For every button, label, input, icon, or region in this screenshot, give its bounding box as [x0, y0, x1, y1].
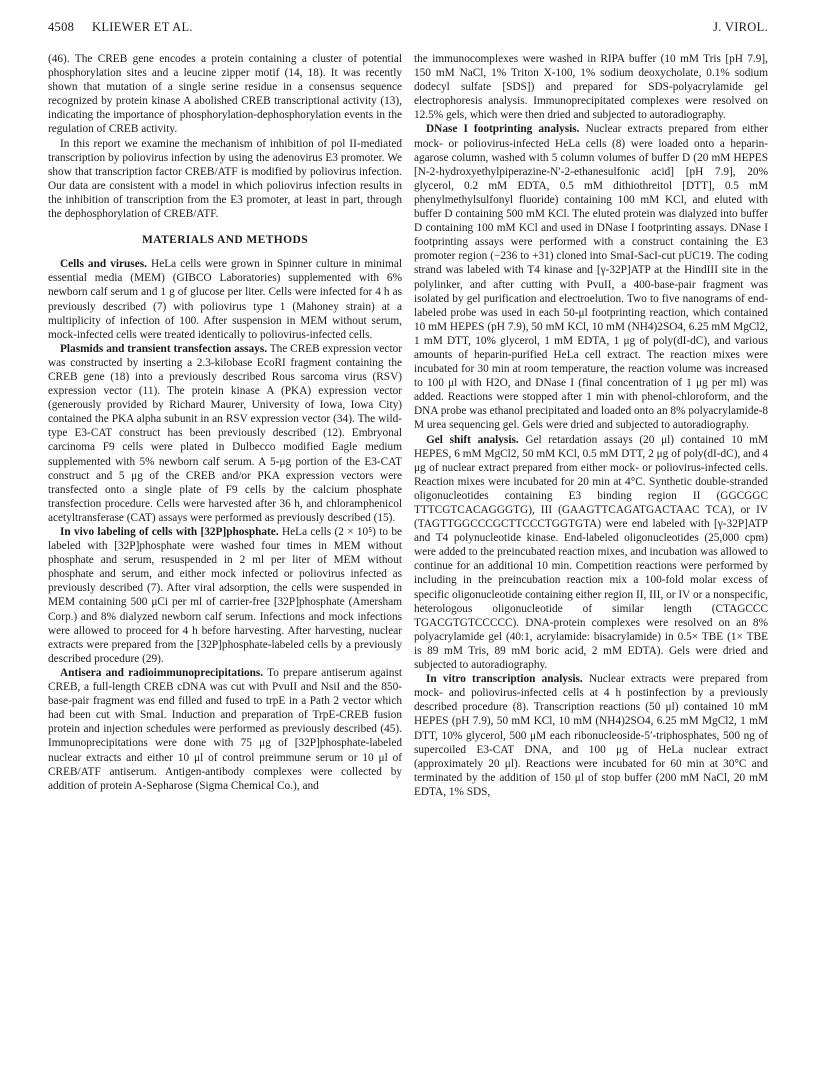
left-column	[48, 52, 402, 793]
running-header	[48, 20, 768, 38]
plasmids-paragraph	[48, 342, 402, 525]
running-authors: KLIEWER ET AL.	[92, 20, 193, 34]
section-title-materials-methods: MATERIALS AND METHODS	[141, 234, 308, 247]
journal-name: J. VIROL.	[713, 20, 768, 34]
invitro-paragraph	[414, 672, 768, 799]
plasmids-heading: Plasmids and transient transfection assays.	[60, 342, 268, 355]
gel-shift-text: Gel retardation assays (20 μl) contained 10 mM HEPES, 6 mM MgCl2, 50 mM KCl, 0.5 mM DTT, 2 μg of poly(dI-dC), and 4 μg of nuclear extract prepared from either mock- or poliovirus-infected cells. Reaction mixes were incubated for 20 min at 4°C. Synthetic double-stranded oligonucleotides containing E3 binding region II (GGCGGC TTTCGTCACAGGGTG), III (GAAGTTCAGATGACTAAC TCA), or IV (TAGTTGGCCCGCTTCCCTGGTGTA) were end labeled with [γ-32P]ATP and T4 polynucleotide kinase. End-labeled oligonucleotides (25,000 cpm) were added to the preincubated reaction mixes, and incubation was allowed to continue for an additional 10 min. Competition reactions were performed by including in the preincubation reaction mix a 100-fold molar excess of specific oligonucleotide containing either region II, III, or IV or a nonspecific, heterologous oligonucleotide of similar length (CTAGCCC TGACGTGTCCCCC). DNA-protein complexes were resolved on an 8% polyacrylamide gel (40:1, acrylamide: bisacrylamide) in 0.5× TBE (1× TBE is 89 mM Tris, 89 mM boric acid, 2 mM EDTA). Gels were dried and subjected to autoradiography.	[414, 433, 768, 672]
plasmids-text: The CREB expression vector was constructed by inserting a 2.3-kilobase EcoRI fragment containing the CREB gene (18) into a previously described Rous sarcoma virus (RSV) expression vector (11). The protein kinase A (PKA) expression vector (generously provided by Richard Maurer, University of Iowa, Iowa City) contained the PKA alpha subunit in an RSV expression vector (34). The wild-type E3-CAT construct has been previously described (12). Embryonal carcinoma F9 cells were plated in Dulbecco modified Eagle medium supplemented with 5% newborn calf serum. A 5-μg portion of the E3-CAT construct and 5 μg of the CREB and/or PKA expression vectors were transfected onto a single plate of F9 cells by the calcium phosphate transfection procedure. Cells were harvested after 36 h, and chloramphenicol acetyltransferase (CAT) assays were performed as previously described (15).	[48, 342, 402, 524]
page-number: 4508	[48, 20, 75, 34]
dnase-text: Nuclear extracts prepared from either mock- or poliovirus-infected HeLa cells (8) were loaded onto a heparin-agarose column, washed with 5 column volumes of buffer D (20 mM HEPES [N-2-hydroxyethylpiperazine-N′-2-ethanesulfonic acid] [pH 7.9], 20% glycerol, 0.2 mM EDTA, 0.5 mM dithiothreitol [DTT], 0.5 mM phenylmethylsulfonyl fluoride) containing 100 mM KCl, and eluted with buffer D containing 500 mM KCl. The eluted protein was dialyzed into buffer D containing 100 mM KCl and used in DNase I footprinting assays. DNase I footprinting assays were performed with a construct containing the E3 promoter region (−236 to +31) cloned into SmaI-SacI-cut pUC19. The coding strand was labeled with T4 kinase and [γ-32P]ATP at the HindIII site in the polylinker, and after cutting with PvuII, a 400-base-pair fragment was isolated by gel purification and electroelution. Two to five nanograms of end-labeled probe was used in each 50-μl footprinting reaction, which contained 10 mM HEPES (pH 7.9), 50 mM KCl, 10 mM (NH4)2SO4, 6.25 mM MgCl2, 1 mM DTT, 10% glycerol, 1 mM EDTA, 1 μg of poly(dI-dC), and various amounts of heparin-purified HeLa cell extract. The reaction mixes were incubated for 30 min at room temperature, the reaction volume was increased to 100 μl with H2O, and DNase I (final concentration of 1 μg per ml) was added. Reactions were stopped after 1 min with phenol-chloroform, and the DNA probe was ethanol precipitated and loaded onto an 8% polyacrylamide-8 M urea sequencing gel. Gels were dried and subjected to autoradiography.	[414, 123, 768, 432]
gel-shift-heading: Gel shift analysis.	[426, 433, 519, 446]
invivo-text: HeLa cells (2 × 10⁵) to be labeled with [32P]phosphate were washed four times in MEM without phosphate and serum, resuspended in 2 ml per liter of MEM without phosphate and serum, and either mock infected or poliovirus infected as previously described (7). After viral adsorption, the cells were suspended in MEM containing 500 μCi per ml of carrier-free [32P]phosphate (Amersham Corp.) and 8% dialyzed newborn calf serum. Infections and mock infections were allowed to proceed for 4 h before harvesting. After harvesting, nuclear extracts were prepared from the [32P]phosphate-labeled cells by a previously described procedure (29).	[48, 526, 403, 665]
invivo-heading: In vivo labeling of cells with [32P]phosphate.	[60, 526, 279, 538]
dnase-heading: DNase I footprinting analysis.	[426, 123, 580, 136]
gel-shift-paragraph	[414, 433, 768, 673]
antisera-text: To prepare antiserum against CREB, a full-length CREB cDNA was cut with PvuII and NsiI and the 850-base-pair fragment was end filled and fused to trpE in a Path 2 vector which had been cut with SmaI. Induction and preparation of TrpE-CREB fusion protein and injection schedules were performed as previously described (45). Immunoprecipitations were done with 75 μg of [32P]phosphate-labeled nuclear extracts and either 10 μl of control preimmune serum or 10 μl of CREB/ATF antiserum. Antigen-antibody complexes were collected by addition of protein A-Sepharose (Sigma Chemical Co.), and	[48, 666, 402, 792]
cells-viruses-paragraph	[48, 257, 402, 342]
dnase-paragraph	[414, 122, 768, 432]
right-column	[414, 52, 768, 799]
antisera-paragraph	[48, 666, 402, 793]
antisera-paragraph-continued: the immunocomplexes were washed in RIPA buffer (10 mM Tris [pH 7.9], 150 mM NaCl, 1% Triton X-100, 1% sodium deoxycholate, 0.1% sodium dodecyl sulfate [SDS]) and prepared for SDS-polyacrylamide gel electrophoresis analysis. Immunoprecipitated complexes were resolved on 12.5% gels, which were then dried and subjected to autoradiography.	[414, 53, 768, 122]
intro-paragraph-continued: (46). The CREB gene encodes a protein containing a cluster of potential phosphorylation sites and a leucine zipper motif (14, 18). It was recently shown that mutation of a single serine residue in a consensus sequence recognized by protein kinase A abolished CREB transcriptional activity (13), indicating the importance of phosphorylation-dephosphorylation events in the regulation of CREB activity.	[48, 53, 402, 136]
invivo-paragraph	[48, 525, 402, 666]
invitro-heading: In vitro transcription analysis.	[426, 673, 583, 686]
antisera-heading: Antisera and radioimmunoprecipitations.	[60, 666, 264, 679]
invitro-text: Nuclear extracts were prepared from mock- and poliovirus-infected cells at 4 h postinfection by a previously described procedure (8). Transcription reactions (50 μl) contained 10 mM HEPES (pH 7.9), 50 mM KCl, 10 mM (NH4)2SO4, 6.25 mM MgCl2, 1 mM DTT, 10% glycerol, 500 μM each ribonucleoside-5′-triphosphates, 500 ng of supercoiled E3-CAT DNA, and 100 μg of HeLa nuclear extract (approximately 20 μl). Reactions were incubated for 60 min at 30°C and terminated by the addition of 150 μl of stop buffer (200 mM NaCl, 20 mM EDTA, 1% SDS,	[414, 673, 768, 798]
cells-viruses-heading: Cells and viruses.	[60, 258, 147, 271]
cells-viruses-text: HeLa cells were grown in Spinner culture in minimal essential media (MEM) (GIBCO Laboratories) supplemented with 6% newborn calf serum and 1 g of glucose per liter. Cells were infected for 4 h as previously described (7) with poliovirus type 1 (Mahoney strain) at a multiplicity of infection of 100. After suspension in MEM without serum, mock-infected cells were treated identically to poliovirus-infected cells.	[48, 258, 402, 341]
intro-paragraph: In this report we examine the mechanism of inhibition of pol II-mediated transcription by poliovirus infection by using the adenovirus E3 promoter. We show that transcription factor CREB/ATF is modified by poliovirus infection. Our data are consistent with a model in which poliovirus infection results in the inhibition of transcription from the E3 promoter, at least in part, through the dephosphorylation of CREB/ATF.	[48, 137, 402, 221]
